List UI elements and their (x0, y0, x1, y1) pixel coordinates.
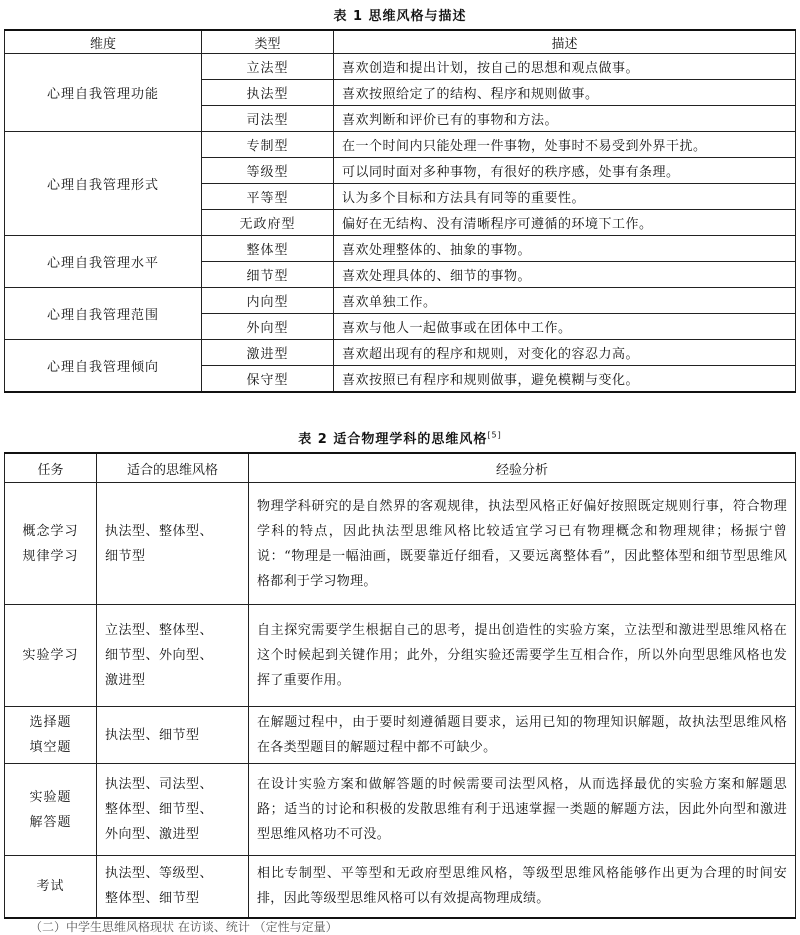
table-header-row (5, 453, 796, 483)
styles-cell (97, 764, 249, 856)
styles-line: 激进型 (105, 673, 146, 688)
type-cell: 外向型 (202, 314, 334, 340)
task-line: 实验学习 (22, 648, 79, 663)
type-cell: 等级型 (202, 158, 334, 184)
table-row (5, 764, 796, 856)
thinking-styles-table (4, 29, 796, 393)
dimension-cell: 心理自我管理范围 (5, 288, 202, 340)
styles-line: 立法型、整体型、 (105, 623, 214, 638)
styles-line: 整体型、细节型 (105, 891, 200, 907)
analysis-cell: 在设计实验方案和做解答题的时候需要司法型风格，从而选择最优的实验方案和解题思路；适当的讨论和积极的发散思维有利于迅速掌握一类题的解题方法，因此外向型和激进型思维风格功不可没。 (249, 764, 796, 856)
task-cell (5, 707, 97, 764)
styles-cell (97, 483, 249, 605)
header-dimension: 维度 (5, 30, 202, 54)
header-analysis: 经验分析 (249, 453, 796, 483)
header-task: 任务 (5, 453, 97, 483)
description-cell: 可以同时面对多种事物，有很好的秩序感，处事有条理。 (334, 158, 796, 184)
type-cell: 立法型 (202, 54, 334, 80)
type-cell: 细节型 (202, 262, 334, 288)
analysis-cell: 在解题过程中，由于要时刻遵循题目要求，运用已知的物理知识解题，故执法型思维风格在各类型题目的解题过程中都不可缺少。 (249, 707, 796, 764)
description-cell: 在一个时间内只能处理一件事物，处事时不易受到外界干扰。 (334, 132, 796, 158)
description-cell: 喜欢单独工作。 (334, 288, 796, 314)
table-row (5, 707, 796, 764)
styles-line: 细节型 (105, 548, 146, 564)
task-line: 解答题 (29, 814, 72, 830)
task-line: 概念学习 (22, 523, 79, 539)
styles-line: 执法型、细节型 (105, 727, 200, 743)
description-cell: 认为多个目标和方法具有同等的重要性。 (334, 184, 796, 210)
table-row (5, 605, 796, 707)
task-line: 选择题 (29, 715, 72, 730)
description-cell: 喜欢处理具体的、细节的事物。 (334, 262, 796, 288)
description-cell: 喜欢按照给定了的结构、程序和规则做事。 (334, 80, 796, 106)
type-cell: 整体型 (202, 236, 334, 262)
task-cell (5, 856, 97, 918)
table-row (5, 340, 796, 366)
styles-cell (97, 707, 249, 764)
analysis-cell: 相比专制型、平等型和无政府型思维风格，等级型思维风格能够作出更为合理的时间安排，因此等级型思维风格可以有效提高物理成绩。 (249, 856, 796, 918)
type-cell: 平等型 (202, 184, 334, 210)
type-cell: 执法型 (202, 80, 334, 106)
task-line: 填空题 (29, 740, 72, 755)
table1-caption: 表 1 思维风格与描述 (333, 9, 467, 24)
task-line: 实验题 (29, 789, 72, 805)
table2-caption-text: 表 2 适合物理学科的思维风格 (298, 432, 488, 447)
description-cell: 偏好在无结构、没有清晰程序可遵循的环境下工作。 (334, 210, 796, 236)
table2-caption (0, 428, 800, 447)
table-header-row (5, 30, 796, 54)
description-cell: 喜欢判断和评价已有的事物和方法。 (334, 106, 796, 132)
dimension-cell: 心理自我管理功能 (5, 54, 202, 132)
task-cell (5, 764, 97, 856)
physics-thinking-styles-table (4, 452, 796, 919)
styles-line: 执法型、整体型、 (105, 523, 214, 539)
description-cell: 喜欢创造和提出计划，按自己的思想和观点做事。 (334, 54, 796, 80)
table-row (5, 236, 796, 262)
description-cell: 喜欢按照已有程序和规则做事，避免模糊与变化。 (334, 366, 796, 393)
description-cell: 喜欢处理整体的、抽象的事物。 (334, 236, 796, 262)
description-cell: 喜欢与他人一起做事或在团体中工作。 (334, 314, 796, 340)
task-line: 规律学习 (22, 548, 79, 564)
styles-line: 执法型、等级型、 (105, 866, 214, 882)
type-cell: 无政府型 (202, 210, 334, 236)
table-row (5, 483, 796, 605)
table-row (5, 856, 796, 918)
table-row (5, 54, 796, 80)
task-cell (5, 605, 97, 707)
styles-line: 整体型、细节型、 (105, 802, 214, 817)
styles-line: 外向型、激进型 (105, 827, 200, 842)
next-section-text: （二）中学生思维风格现状 在访谈、统计 （定性与定量） (30, 920, 338, 934)
dimension-cell: 心理自我管理倾向 (5, 340, 202, 393)
header-styles: 适合的思维风格 (97, 453, 249, 483)
type-cell: 专制型 (202, 132, 334, 158)
dimension-cell: 心理自我管理水平 (5, 236, 202, 288)
task-line: 考试 (36, 878, 65, 894)
task-cell (5, 483, 97, 605)
dimension-cell: 心理自我管理形式 (5, 132, 202, 236)
description-cell: 喜欢超出现有的程序和规则，对变化的容忍力高。 (334, 340, 796, 366)
type-cell: 保守型 (202, 366, 334, 393)
type-cell: 内向型 (202, 288, 334, 314)
styles-cell (97, 856, 249, 918)
table-row (5, 132, 796, 158)
table2-caption-reference: [5] (487, 430, 502, 440)
header-description: 描述 (334, 30, 796, 54)
styles-line: 执法型、司法型、 (105, 777, 214, 792)
styles-line: 细节型、外向型、 (105, 648, 214, 663)
type-cell: 司法型 (202, 106, 334, 132)
styles-cell (97, 605, 249, 707)
analysis-cell: 自主探究需要学生根据自己的思考，提出创造性的实验方案，立法型和激进型思维风格在这个时候起到关键作用；此外，分组实验还需要学生互相合作，所以外向型思维风格也发挥了重要作用。 (249, 605, 796, 707)
analysis-cell: 物理学科研究的是自然界的客观规律，执法型风格正好偏好按照既定规则行事，符合物理学科的特点，因此执法型思维风格比较适宜学习已有物理概念和物理规律；杨振宁曾说：“物理是一幅油画，既要靠近仔细看，又要远离整体看”，因此整体型和细节型思维风格都利于学习物理。 (249, 483, 796, 605)
type-cell: 激进型 (202, 340, 334, 366)
header-type: 类型 (202, 30, 334, 54)
table-row (5, 288, 796, 314)
